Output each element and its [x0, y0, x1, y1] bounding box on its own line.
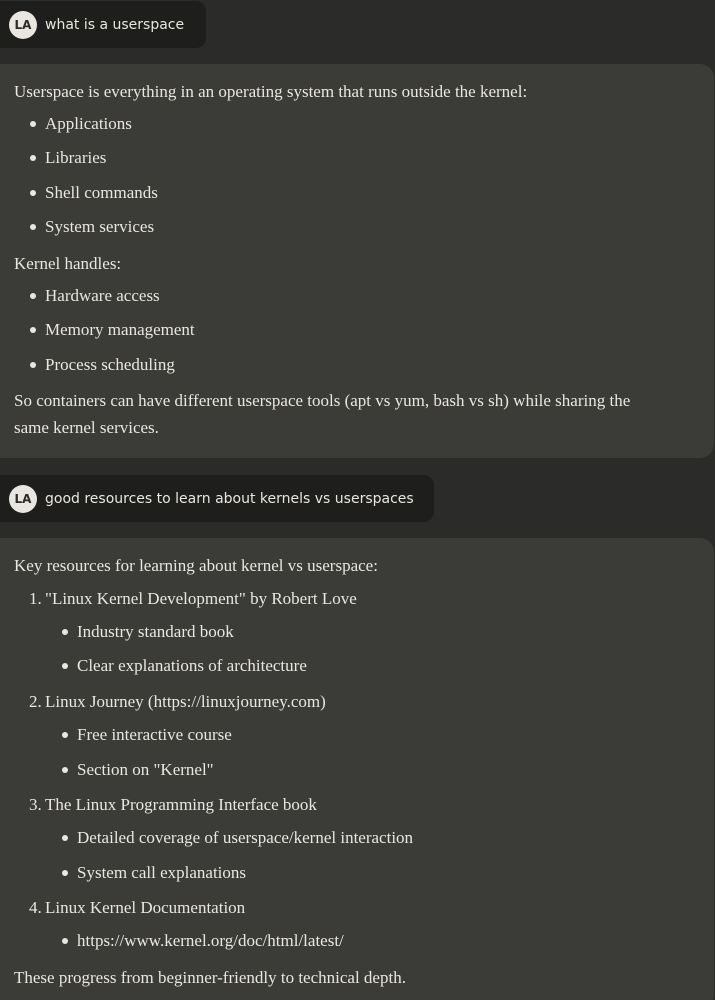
bullet-icon: [62, 938, 68, 944]
bullet-icon: [30, 224, 36, 230]
list-item: Libraries: [45, 148, 107, 167]
list-item: Free interactive course: [77, 725, 232, 744]
answer-intro: Userspace is everything in an operating system that runs outside the kernel:: [14, 82, 528, 101]
bullet-icon: [62, 835, 68, 841]
list-item: System call explanations: [77, 863, 247, 882]
user-avatar[interactable]: LA: [9, 485, 37, 513]
user-message: [0, 1, 206, 48]
list-item: Shell commands: [45, 183, 158, 202]
resource-title: The Linux Programming Interface book: [45, 795, 317, 814]
bullet-icon: [62, 732, 68, 738]
list-number: 3.: [29, 795, 42, 814]
list-item: Clear explanations of architecture: [77, 656, 307, 675]
summary-line: So containers can have different userspace tools (apt vs yum, bash vs sh) while sharing the: [14, 391, 631, 410]
bullet-icon: [62, 767, 68, 773]
user-message: [0, 475, 434, 522]
resource-title: Linux Journey (https://linuxjourney.com): [45, 692, 326, 711]
list-item: Process scheduling: [45, 355, 175, 374]
bullet-icon: [30, 327, 36, 333]
bullet-icon: [30, 155, 36, 161]
list-item: System services: [45, 217, 155, 236]
list-item: Section on "Kernel": [77, 760, 214, 779]
list-item: https://www.kernel.org/doc/html/latest/: [77, 931, 344, 950]
list-number: 4.: [29, 898, 42, 917]
resource-title: Linux Kernel Documentation: [45, 898, 246, 917]
list-item: Industry standard book: [77, 622, 234, 641]
bullet-icon: [30, 362, 36, 368]
bullet-icon: [30, 293, 36, 299]
kernel-heading: Kernel handles:: [14, 254, 122, 273]
assistant-message: [0, 64, 714, 458]
bullet-icon: [62, 663, 68, 669]
bullet-icon: [30, 121, 36, 127]
user-avatar[interactable]: LA: [9, 11, 37, 39]
user-message-text: what is a userspace: [45, 16, 185, 33]
closing-line: These progress from beginner-friendly to technical depth.: [14, 968, 406, 987]
assistant-message: [0, 538, 714, 1000]
answer-intro: Key resources for learning about kernel vs userspace:: [14, 556, 378, 575]
list-number: 2.: [29, 692, 42, 711]
list-item: Memory management: [45, 320, 195, 339]
user-message-text: good resources to learn about kernels vs userspaces: [45, 490, 414, 507]
list-item: Applications: [45, 114, 132, 133]
resource-title: "Linux Kernel Development" by Robert Love: [45, 589, 357, 608]
bullet-icon: [62, 629, 68, 635]
list-number: 1.: [29, 589, 42, 608]
bullet-icon: [30, 190, 36, 196]
list-item: Detailed coverage of userspace/kernel interaction: [77, 828, 414, 847]
list-item: Hardware access: [45, 286, 160, 305]
summary-line: same kernel services.: [14, 418, 159, 437]
bullet-icon: [62, 870, 68, 876]
